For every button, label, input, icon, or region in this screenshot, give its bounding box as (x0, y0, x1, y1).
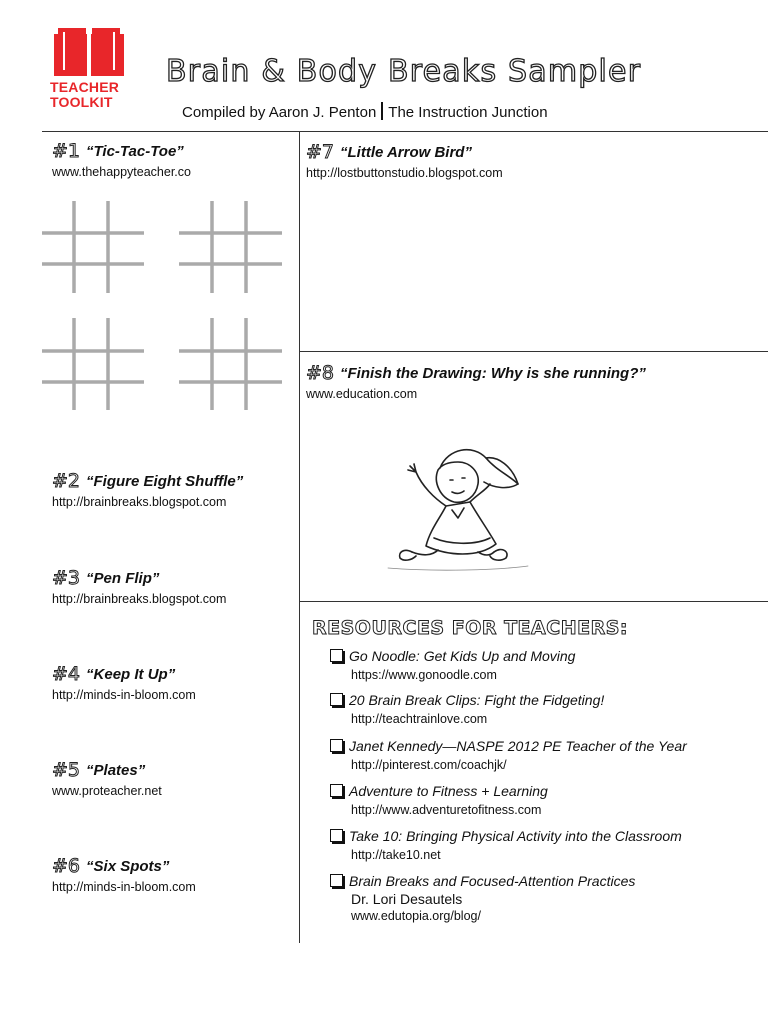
item-number: #1 (52, 140, 81, 162)
checkbox-icon[interactable] (330, 829, 343, 842)
resource-title: Brain Breaks and Focused-Attention Practices (349, 873, 636, 889)
subtitle-divider (381, 102, 383, 120)
item-title: “Finish the Drawing: Why is she running?” (340, 365, 646, 382)
item-url[interactable]: http://brainbreaks.blogspot.com (52, 592, 227, 606)
break-item (52, 855, 196, 894)
tic-tac-toe-grids (40, 198, 285, 413)
item-title: “Plates” (86, 762, 146, 779)
item-url[interactable]: www.thehappyteacher.co (52, 165, 191, 179)
subtitle-org: The Instruction Junction (388, 104, 548, 121)
break-item (52, 140, 191, 179)
item-title: “Tic-Tac-Toe” (86, 143, 184, 160)
resource-url[interactable]: http://take10.net (351, 848, 441, 862)
item-title: “Keep It Up” (86, 666, 176, 683)
resource-item (330, 828, 682, 862)
resource-title: Adventure to Fitness + Learning (349, 783, 548, 799)
item-number: #8 (306, 362, 335, 384)
resource-url[interactable]: http://teachtrainlove.com (351, 712, 488, 726)
break-item (52, 663, 196, 702)
item-title: “Six Spots” (86, 858, 170, 875)
item-title: “Pen Flip” (86, 570, 160, 587)
resource-title: 20 Brain Break Clips: Fight the Fidgeting! (349, 692, 605, 708)
tic-tac-toe-grid (42, 201, 144, 293)
break-item (306, 362, 646, 401)
item-url[interactable]: http://brainbreaks.blogspot.com (52, 495, 227, 509)
tic-tac-toe-grid (42, 318, 144, 410)
item-number: #3 (52, 567, 81, 589)
item-number: #4 (52, 663, 81, 685)
checkbox-icon[interactable] (330, 739, 343, 752)
header-rule (42, 131, 768, 132)
item-url[interactable]: http://minds-in-bloom.com (52, 688, 196, 702)
item-url[interactable]: www.proteacher.net (52, 784, 162, 798)
checkbox-icon[interactable] (330, 649, 343, 662)
tic-tac-toe-grid (179, 201, 282, 293)
resource-url[interactable]: http://pinterest.com/coachjk/ (351, 758, 507, 772)
running-girl-icon (378, 406, 660, 580)
teacher-toolkit-logo (50, 28, 130, 110)
resource-item (330, 783, 548, 817)
resource-title: Go Noodle: Get Kids Up and Moving (349, 648, 576, 664)
item-number: #7 (306, 141, 335, 163)
break-item (52, 567, 226, 606)
item-url[interactable]: www.education.com (306, 387, 418, 401)
logo-line-1: TEACHER (50, 79, 120, 95)
item-url[interactable]: http://lostbuttonstudio.blogspot.com (306, 166, 503, 180)
resource-url[interactable]: https://www.gonoodle.com (351, 668, 497, 682)
item-number: #5 (52, 759, 81, 781)
checkbox-icon[interactable] (330, 693, 343, 706)
subtitle-author: Compiled by Aaron J. Penton (182, 104, 377, 121)
resource-author: Dr. Lori Desautels (351, 891, 463, 907)
resource-item (330, 738, 687, 772)
resource-url[interactable]: www.edutopia.org/blog/ (351, 909, 481, 923)
resource-title: Janet Kennedy—NASPE 2012 PE Teacher of the Year (349, 738, 687, 754)
resource-item (330, 873, 635, 923)
column-divider (299, 131, 300, 943)
resource-item (330, 648, 575, 682)
item-url[interactable]: http://minds-in-bloom.com (52, 880, 196, 894)
checkbox-icon[interactable] (330, 874, 343, 887)
right-rule-2 (299, 601, 768, 602)
resource-url[interactable]: http://www.adventuretofitness.com (351, 803, 542, 817)
resources-heading: RESOURCES FOR TEACHERS: (312, 617, 628, 639)
open-book-icon (54, 28, 124, 78)
item-number: #2 (52, 470, 81, 492)
logo-line-2: TOOLKIT (50, 94, 113, 110)
tic-tac-toe-grid (179, 318, 282, 410)
item-title: “Figure Eight Shuffle” (86, 473, 244, 490)
right-rule-1 (299, 351, 768, 352)
checkbox-icon[interactable] (330, 784, 343, 797)
page-title: Brain & Body Breaks Sampler (166, 54, 642, 89)
resource-title: Take 10: Bringing Physical Activity into the Classroom (349, 828, 682, 844)
break-item (52, 470, 243, 509)
item-title: “Little Arrow Bird” (340, 144, 472, 161)
running-girl-drawing (378, 406, 660, 580)
subtitle (182, 102, 548, 124)
resource-item (330, 692, 604, 726)
item-number: #6 (52, 855, 81, 877)
break-item (52, 759, 162, 798)
break-item (306, 141, 503, 180)
